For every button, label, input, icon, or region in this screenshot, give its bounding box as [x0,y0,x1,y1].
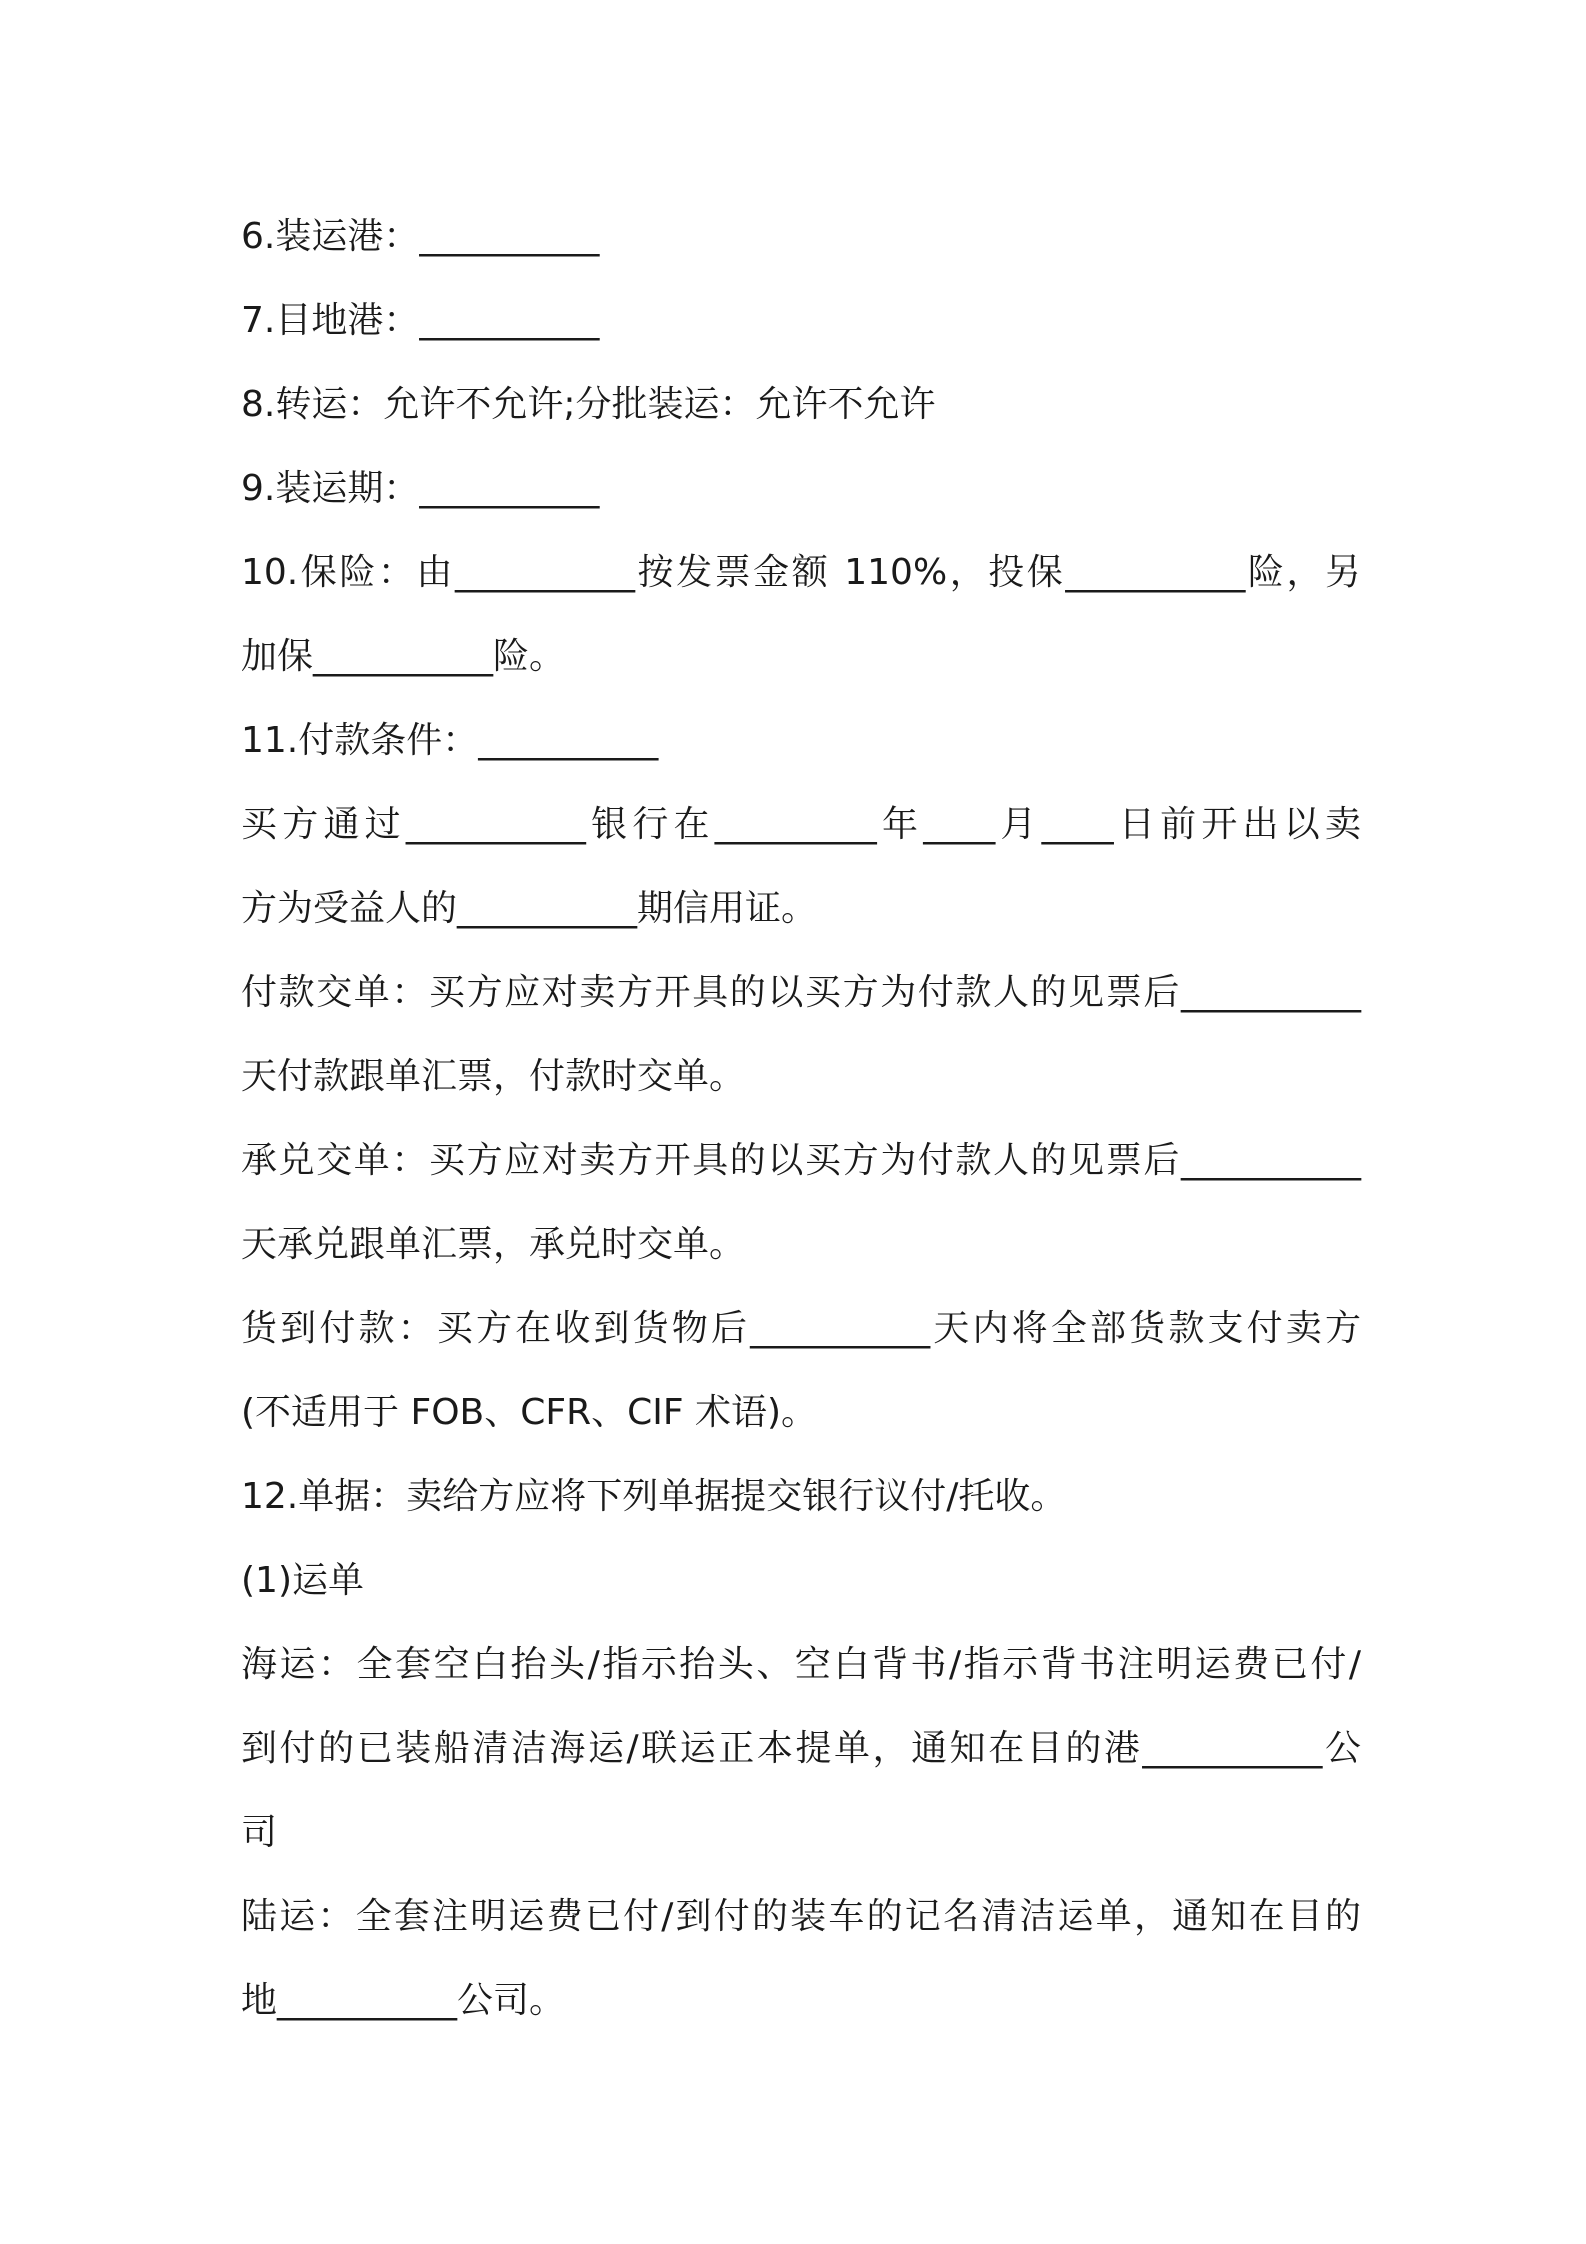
clause-cash-on-delivery: 货到付款：买方在收到货物后__________天内将全部货款支付卖方 [241,1308,1361,1349]
clause-land-transport: 陆运：全套注明运费已付/到付的装车的记名清洁运单，通知在目的 [241,1896,1361,1937]
clause-shipment-date: 9.装运期：__________ [241,468,600,509]
clause-ocean-transport-end: 司 [241,1812,278,1853]
clause-payment-terms: 11.付款条件：__________ [241,720,659,761]
clause-ocean-transport: 海运：全套空白抬头/指示抬头、空白背书/指示背书注明运费已付/ [241,1644,1361,1685]
clause-insurance-cont: 加保__________险。 [241,636,566,677]
contract-body [241,195,1361,2043]
clause-land-transport-cont: 地__________公司。 [241,1980,566,2021]
clause-documents: 12.单据：卖给方应将下列单据提交银行议付/托收。 [241,1476,1067,1517]
clause-destination-port: 7.目地港：__________ [241,300,600,341]
clause-loading-port: 6.装运港：__________ [241,216,600,257]
clause-documents-against-acceptance: 承兑交单：买方应对卖方开具的以买方为付款人的见票后__________ [241,1140,1361,1181]
clause-transshipment: 8.转运：允许不允许;分批装运：允许不允许 [241,384,936,425]
clause-documents-against-acceptance-cont: 天承兑跟单汇票，承兑时交单。 [241,1224,746,1265]
clause-documents-against-payment-cont: 天付款跟单汇票，付款时交单。 [241,1056,746,1097]
clause-documents-against-payment: 付款交单：买方应对卖方开具的以买方为付款人的见票后__________ [241,972,1361,1013]
clause-letter-of-credit-cont: 方为受益人的__________期信用证。 [241,888,818,929]
clause-cash-on-delivery-cont: (不适用于 FOB、CFR、CIF 术语)。 [241,1392,818,1433]
clause-ocean-transport-cont: 到付的已装船清洁海运/联运正本提单，通知在目的港__________公 [241,1728,1361,1769]
clause-insurance: 10.保险：由__________按发票金额 110%，投保__________险，另 [241,552,1361,593]
clause-letter-of-credit: 买方通过__________银行在_________年____月____日前开出以卖 [241,804,1361,845]
clause-waybill: (1)运单 [241,1560,364,1601]
